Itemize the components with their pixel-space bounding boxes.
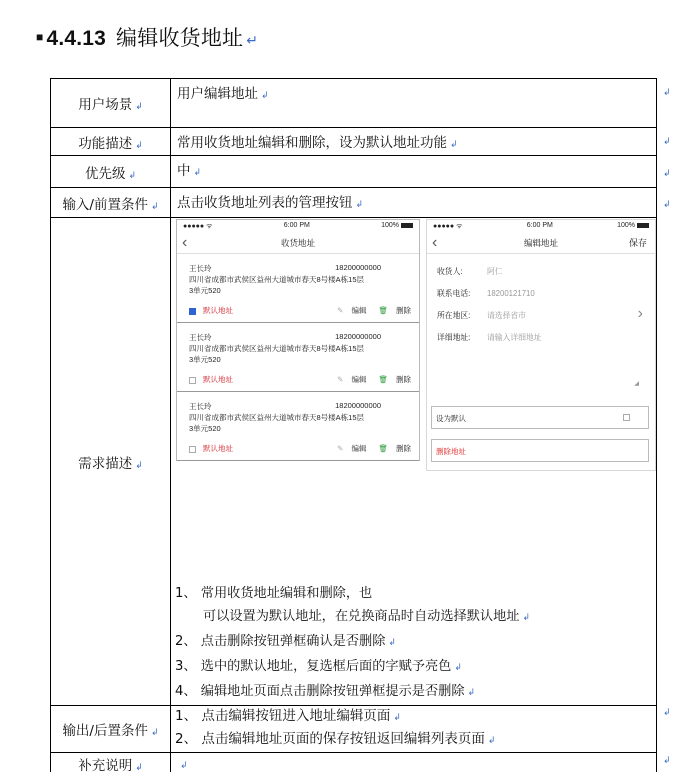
default-toggle[interactable] (189, 305, 233, 316)
paragraph-mark-icon: ↲ (663, 200, 671, 210)
receiver-label: 收货人: (437, 266, 463, 276)
card-actions (325, 305, 411, 316)
table-row (51, 188, 657, 218)
delete-button[interactable]: 🗑 删除 (378, 375, 411, 384)
paragraph-mark-icon: ↲ (663, 169, 671, 179)
priority-value-cell: 中 ↲ (171, 156, 657, 188)
edit-address-screen (426, 219, 656, 471)
trash-icon: 🗑 (378, 375, 388, 384)
detail-input[interactable]: 请输入详细地址 (487, 332, 542, 342)
table-row (51, 753, 657, 772)
default-checkbox[interactable] (189, 377, 196, 384)
status-time: 6:00 PM (283, 222, 310, 229)
table-row (51, 706, 657, 753)
address-line: 四川省成都市武侯区益州大道城市春天8号楼A栋15层 (189, 413, 365, 422)
address-line: 3单元520 (189, 286, 221, 295)
default-checkbox[interactable] (623, 414, 630, 421)
resize-handle-icon[interactable]: ◢ (634, 381, 639, 387)
address-line: 3单元520 (189, 424, 221, 433)
card-actions (325, 443, 411, 454)
detail-label: 详细地址: (437, 332, 471, 342)
paragraph-mark-icon: ↲ (663, 756, 671, 766)
battery-icon (637, 223, 649, 228)
address-line: 3单元520 (189, 355, 221, 364)
function-value: 常用收货地址编辑和删除，设为默认地址功能 (177, 135, 447, 151)
receiver-name: 王长玲 (189, 333, 212, 342)
requirement-label: 需求描述 (78, 455, 133, 472)
receiver-phone: 18200000000 (335, 263, 381, 272)
screenshot-area (171, 218, 656, 580)
bullet-icon: ■ (36, 30, 44, 44)
receiver-name: 王长玲 (189, 402, 212, 411)
priority-value: 中 (177, 163, 191, 179)
supplement-label: 补充说明 (78, 758, 133, 772)
default-toggle[interactable] (189, 374, 233, 385)
priority-label-cell: 优先级 ↲ (51, 156, 171, 188)
table-row (51, 156, 657, 188)
output-label: 输出/后置条件 (62, 723, 148, 739)
address-list-screen (176, 219, 420, 461)
address-line: 四川省成都市武侯区益州大道城市春天8号楼A栋15层 (189, 275, 365, 284)
address-form (427, 254, 655, 348)
signal-icon: ●●●●● ᯤ (433, 223, 463, 230)
region-row[interactable] (437, 304, 655, 326)
nav-bar (427, 232, 655, 254)
receiver-row[interactable] (437, 260, 655, 282)
pencil-icon: ✎ (337, 375, 344, 384)
address-card[interactable] (177, 254, 419, 323)
scene-value-cell: 用户编辑地址 ↲ (171, 79, 657, 128)
delete-address-button[interactable]: 删除地址 (431, 439, 649, 462)
nav-bar (177, 232, 419, 254)
paragraph-mark-icon: ↲ (663, 88, 671, 98)
status-battery: 100% (617, 222, 649, 232)
note-line: 3、 选中的默认地址，复选框后面的字赋予亮色 ↲ (175, 659, 462, 674)
note-line: 2、 点击删除按钮弹框确认是否删除 ↲ (175, 634, 396, 649)
input-label: 输入/前置条件 (62, 196, 148, 213)
pencil-icon: ✎ (337, 444, 344, 453)
edit-button[interactable]: ✎ 编辑 (337, 306, 367, 315)
save-button[interactable]: 保存 (628, 238, 647, 248)
status-time: 6:00 PM (526, 222, 553, 229)
default-checkbox[interactable] (189, 308, 196, 315)
phone-label: 联系电话: (437, 288, 471, 298)
paragraph-mark-icon: ↲ (663, 708, 671, 718)
status-bar (177, 220, 419, 232)
function-label: 功能描述 (78, 135, 133, 152)
set-default-label: 设为默认 (436, 414, 466, 423)
default-label: 默认地址 (203, 375, 233, 384)
set-default-toggle[interactable] (431, 406, 649, 429)
scene-label-cell: 用户场景 ↲ (51, 79, 171, 128)
edit-button[interactable]: ✎ 编辑 (337, 375, 367, 384)
section-title: 编辑收货地址 (116, 27, 244, 50)
edit-button[interactable]: ✎ 编辑 (337, 444, 367, 453)
phone-row[interactable] (437, 282, 655, 304)
status-bar (427, 220, 655, 232)
address-line: 四川省成都市武侯区益州大道城市春天8号楼A栋15层 (189, 344, 365, 353)
back-arrow-icon[interactable]: ‹ (182, 234, 188, 251)
requirement-label-cell: 需求描述 ↲ (51, 218, 171, 706)
address-list (177, 254, 419, 461)
input-label-cell: 输入/前置条件 ↲ (51, 188, 171, 218)
address-card[interactable] (177, 392, 419, 461)
nav-title: 收货地址 (280, 238, 315, 248)
scene-label: 用户场景 (78, 97, 133, 113)
default-toggle[interactable] (189, 443, 233, 454)
table-row (51, 79, 657, 128)
priority-label: 优先级 (84, 165, 126, 182)
requirement-notes (171, 580, 656, 705)
function-value-cell: 常用收货地址编辑和删除，设为默认地址功能 ↲ (171, 128, 657, 156)
paragraph-mark-icon: ↲ (663, 137, 671, 147)
section-number: 4.4.13 (46, 27, 107, 50)
address-card[interactable] (177, 323, 419, 392)
receiver-input[interactable]: 阿仁 (487, 266, 503, 276)
signal-icon: ●●●●● ᯤ (183, 223, 213, 230)
function-label-cell: 功能描述 ↲ (51, 128, 171, 156)
receiver-phone: 18200000000 (335, 332, 381, 341)
detail-row[interactable] (437, 326, 655, 348)
table-row (51, 128, 657, 156)
output-label-cell: 输出/后置条件 ↲ (51, 706, 171, 753)
phone-input[interactable]: 18200121710 (487, 288, 535, 298)
battery-icon (401, 223, 413, 228)
input-value-cell: 点击收货地址列表的管理按钮 ↲ (171, 188, 657, 218)
paragraph-mark-icon: ↵ (246, 32, 259, 48)
nav-title: 编辑地址 (523, 238, 558, 248)
trash-icon: 🗑 (378, 444, 388, 453)
delete-button[interactable]: 🗑 删除 (378, 444, 411, 453)
output-line: 1、 点击编辑按钮进入地址编辑页面 ↲ (175, 708, 401, 724)
status-battery: 100% (381, 222, 413, 232)
default-label: 默认地址 (203, 444, 233, 453)
receiver-phone: 18200000000 (335, 401, 381, 410)
receiver-name: 王长玲 (189, 264, 212, 273)
supplement-label-cell: 补充说明 ↲ (51, 753, 171, 772)
card-actions (325, 374, 411, 385)
requirement-table (50, 78, 657, 772)
requirement-value-cell (171, 218, 657, 706)
output-value-cell (171, 706, 657, 753)
delete-button[interactable]: 🗑 删除 (378, 306, 411, 315)
region-label: 所在地区: (437, 310, 471, 320)
default-checkbox[interactable] (189, 446, 196, 453)
region-select[interactable]: 请选择省市 (487, 310, 526, 320)
trash-icon: 🗑 (378, 306, 388, 315)
table-row (51, 218, 657, 706)
pencil-icon: ✎ (337, 306, 344, 315)
note-line: 可以设置为默认地址，在兑换商品时自动选择默认地址 ↲ (203, 609, 531, 624)
input-value: 点击收货地址列表的管理按钮 (177, 195, 353, 211)
note-line: 4、 编辑地址页面点击删除按钮弹框提示是否删除 ↲ (175, 684, 476, 699)
supplement-value-cell: ↲ (171, 753, 657, 772)
back-arrow-icon[interactable]: ‹ (432, 234, 438, 251)
section-heading (36, 22, 258, 52)
note-line: 1、 常用收货地址编辑和删除，也 (175, 586, 373, 601)
chevron-right-icon: › (637, 305, 643, 322)
scene-value: 用户编辑地址 (177, 86, 258, 102)
default-label: 默认地址 (203, 306, 233, 315)
output-line: 2、 点击编辑地址页面的保存按钮返回编辑列表页面 ↲ (175, 731, 496, 747)
